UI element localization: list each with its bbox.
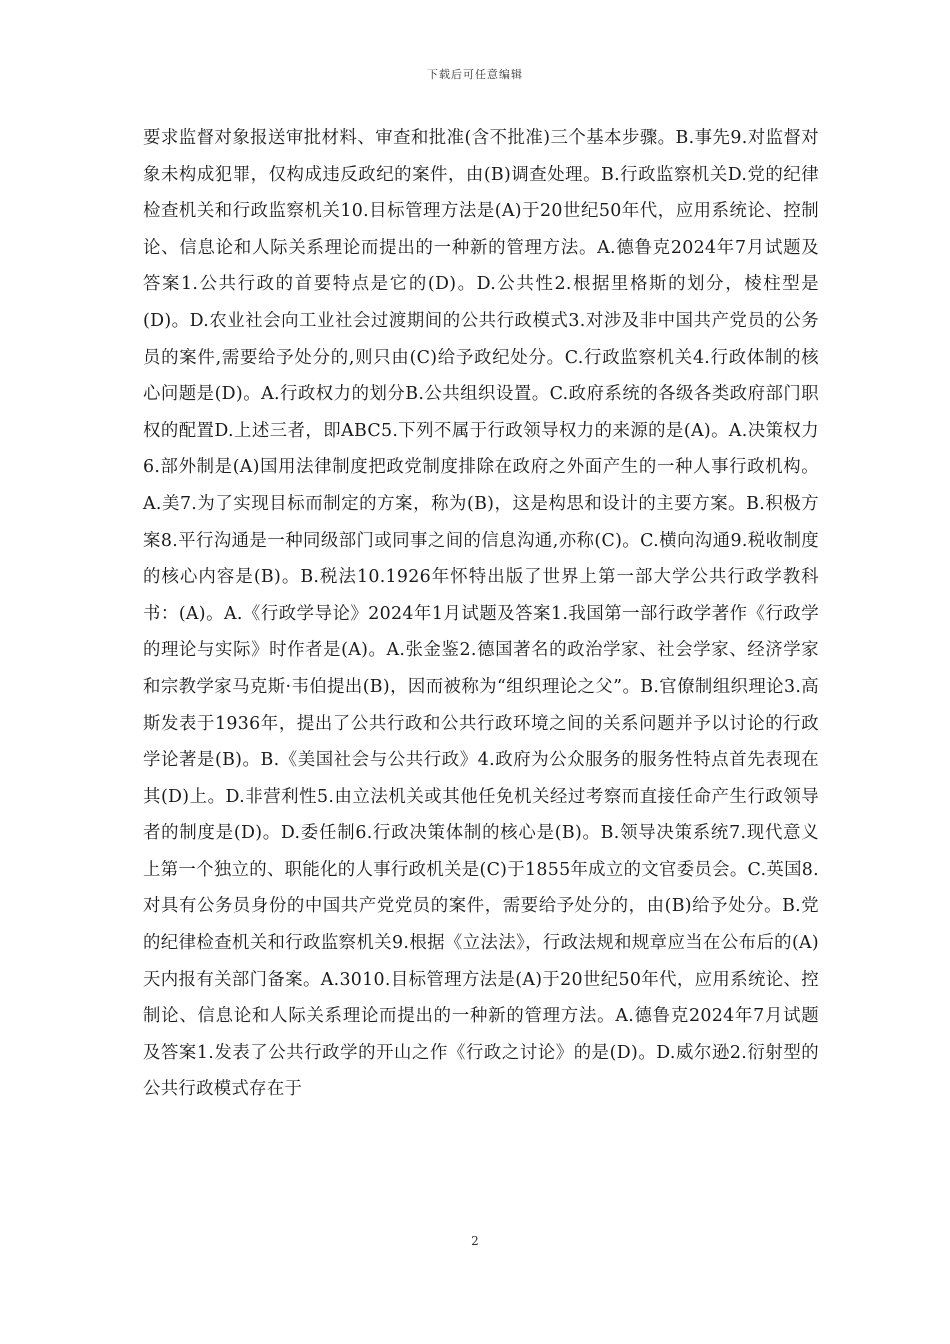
- page-number: 2: [471, 1234, 479, 1248]
- body-paragraph: 要求监督对象报送审批材料、审查和批准(含不批准)三个基本步骤。B.事先9.对监督对象未构成犯罪，仅构成违反政纪的案件，由(B)调查处理。B.行政监察机关D.党的纪律检查机关和行政监察机关10.目标管理方法是(A)于20世纪50年代，应用系统论、控制论、信息论和人际关系理论而提出的一种新的管理方法。A.德鲁克2024年7月试题及答案1.公共行政的首要特点是它的(D)。D.公共性2.根据里格斯的划分，棱柱型是(D)。D.农业社会向工业社会过渡期间的公共行政模式3.对涉及非中国共产党员的公务员的案件,需要给予处分的,则只由(C)给予政纪处分。C.行政监察机关4.行政体制的核心问题是(D)。A.行政权力的划分B.公共组织设置。C.政府系统的各级各类政府部门职权的配置D.上述三者，即ABC5.下列不属于行政领导权力的来源的是(A)。A.决策权力6.部外制是(A)国用法律制度把政党制度排除在政府之外面产生的一种人事行政机构。A.美7.为了实现目标而制定的方案，称为(B)，这是构思和设计的主要方案。B.积极方案8.平行沟通是一种同级部门或同事之间的信息沟通,亦称(C)。C.横向沟通9.税收制度的核心内容是(B)。B.税法10.1926年怀特出版了世界上第一部大学公共行政学教科书：(A)。A.《行政学导论》2024年1月试题及答案1.我国第一部行政学著作《行政学的理论与实际》时作者是(A)。A.张金鉴2.德国著名的政治学家、社会学家、经济学家和宗教学家马克斯·韦伯提出(B)，因而被称为“组织理论之父”。B.官僚制组织理论3.高斯发表于1936年，提出了公共行政和公共行政环境之间的关系问题并予以讨论的行政学论著是(B)。B.《美国社会与公共行政》4.政府为公众服务的服务性特点首先表现在其(D)上。D.非营利性5.由立法机关或其他任免机关经过考察而直接任命产生行政领导者的制度是(D)。D.委任制6.行政决策体制的核心是(B)。B.领导决策系统7.现代意义上第一个独立的、职能化的人事行政机关是(C)于1855年成立的文官委员会。C.英国8.对具有公务员身份的中国共产党党员的案件，需要给予处分的，由(B)给予处分。B.党的纪律检查机关和行政监察机关9.根据《立法法》，行政法规和规章应当在公布后的(A)天内报有关部门备案。A.3010.目标管理方法是(A)于20世纪50年代，应用系统论、控制论、信息论和人际关系理论而提出的一种新的管理方法。A.德鲁克2024年7月试题及答案1.发表了公共行政学的开山之作《行政之讨论》的是(D)。D.威尔逊2.衍射型的公共行政模式存在于: [143, 128, 819, 1100]
- page-header: 下载后可任意编辑: [427, 68, 523, 81]
- document-body: [143, 120, 819, 1108]
